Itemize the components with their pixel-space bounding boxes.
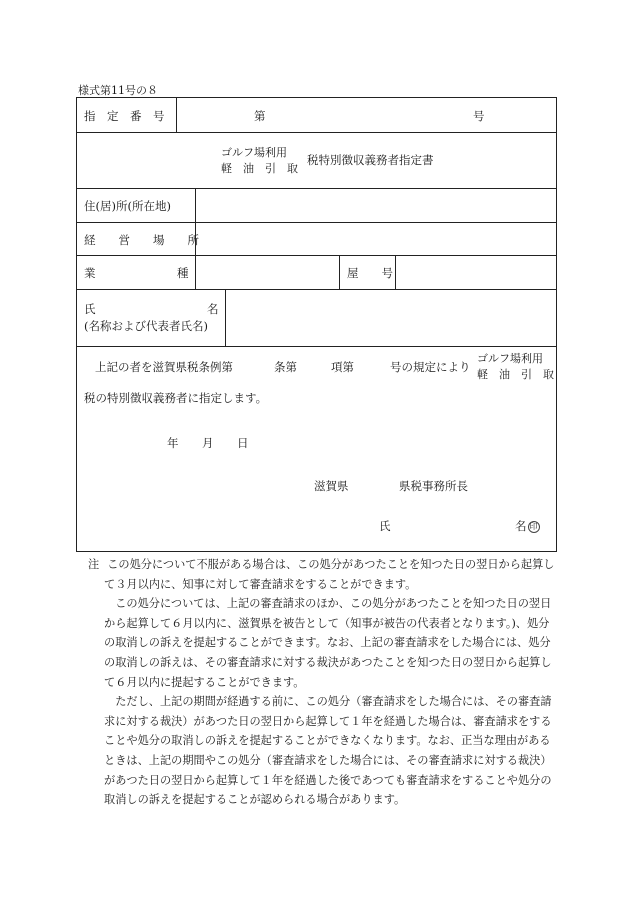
title-text: 税特別徴収義務者指定書 <box>307 153 434 167</box>
title-stack-line1: ゴルフ場利用 <box>221 146 287 159</box>
row-divider <box>77 132 556 133</box>
form-frame <box>76 97 557 552</box>
body-line1-prefix: 上記の者を滋賀県税条例第 <box>95 360 233 374</box>
date-day: 日 <box>237 436 249 450</box>
body-line2: 税の特別徴収義務者に指定します。 <box>84 391 268 405</box>
designation-number-go: 号 <box>473 109 485 123</box>
col-divider <box>339 255 340 289</box>
seal-mark: 印 <box>529 522 538 531</box>
business-type-label-1: 業 <box>84 266 96 280</box>
form-number: 様式第11号の８ <box>78 84 158 97</box>
row-divider <box>77 289 556 290</box>
row-divider <box>77 222 556 223</box>
issuer-office: 県税事務所長 <box>399 479 468 493</box>
body-line1-jou: 条第 <box>274 360 297 374</box>
issuer-mei <box>515 518 540 534</box>
body-line1-go: 号の規定により <box>390 360 471 374</box>
date-month: 月 <box>202 436 214 450</box>
issuer-name-label: 氏 <box>379 519 391 533</box>
business-type-label-2: 種 <box>177 266 189 280</box>
row-divider <box>77 255 556 256</box>
designation-number-label: 指 定 番 号 <box>84 109 165 123</box>
note-paragraph-1 <box>88 555 558 594</box>
business-place-label: 経 営 場 所 <box>84 233 199 247</box>
trade-name-label: 屋 号 <box>347 266 393 280</box>
address-label: 住(居)所(所在地) <box>84 199 171 213</box>
body-line1-kou: 項第 <box>331 360 354 374</box>
body-stack-line1: ゴルフ場利用 <box>477 352 543 365</box>
col-divider <box>225 289 226 346</box>
col-divider <box>176 98 177 132</box>
note-paragraph-3: ただし、上記の期間が経過する前に、この処分（審査請求をした場合には、その審査請求に対する裁決）があつた日の翌日から起算して１年を経過した場合は、審査請求をすることや処分の取消しの訴えを提起することができなくなります。なお、正当な理由があるときは、上記の期間やこの処分（審査請求をした場合には、その審査請求に対する裁決）があつた日の翌日から起算して１年を経過した後であつても審査請求をすることや処分の取消しの訴えを提起することが認められる場合があります。 <box>104 695 552 807</box>
note-paragraph-2: この処分については、上記の審査請求のほか、この処分があつたことを知つた日の翌日から起算して６月以内に、滋賀県を被告として（知事が被告の代表者となります。)、処分の取消しの訴えを提起することができます。なお、上記の審査請求をした場合には、処分の取消しの訴えは、その審査請求に対する裁決があつたことを知つた日の翌日から起算して６月以内に提起することができます。 <box>104 597 552 689</box>
name-label-2: 名 <box>207 302 219 316</box>
row-divider <box>77 188 556 189</box>
col-divider <box>395 255 396 289</box>
date-year: 年 <box>167 436 179 450</box>
issuer-mei-text: 名 <box>515 519 527 533</box>
notes-label: 注 <box>88 558 100 571</box>
title-stack-line2: 軽 油 引 取 <box>221 162 298 175</box>
note-text-1: この処分について不服がある場合は、この処分があつたことを知つた日の翌日から起算して３月以内に、知事に対して審査請求をすることができます。 <box>104 558 555 591</box>
name-label-1: 氏 <box>84 302 96 316</box>
issuer-pref: 滋賀県 <box>314 479 349 493</box>
notes-section <box>88 555 558 810</box>
body-stack-line2: 軽 油 引 取 <box>477 368 554 381</box>
designation-number-dai: 第 <box>254 109 266 123</box>
name-label-sub: (名称および代表者氏名) <box>84 319 208 333</box>
row-divider <box>77 346 556 347</box>
